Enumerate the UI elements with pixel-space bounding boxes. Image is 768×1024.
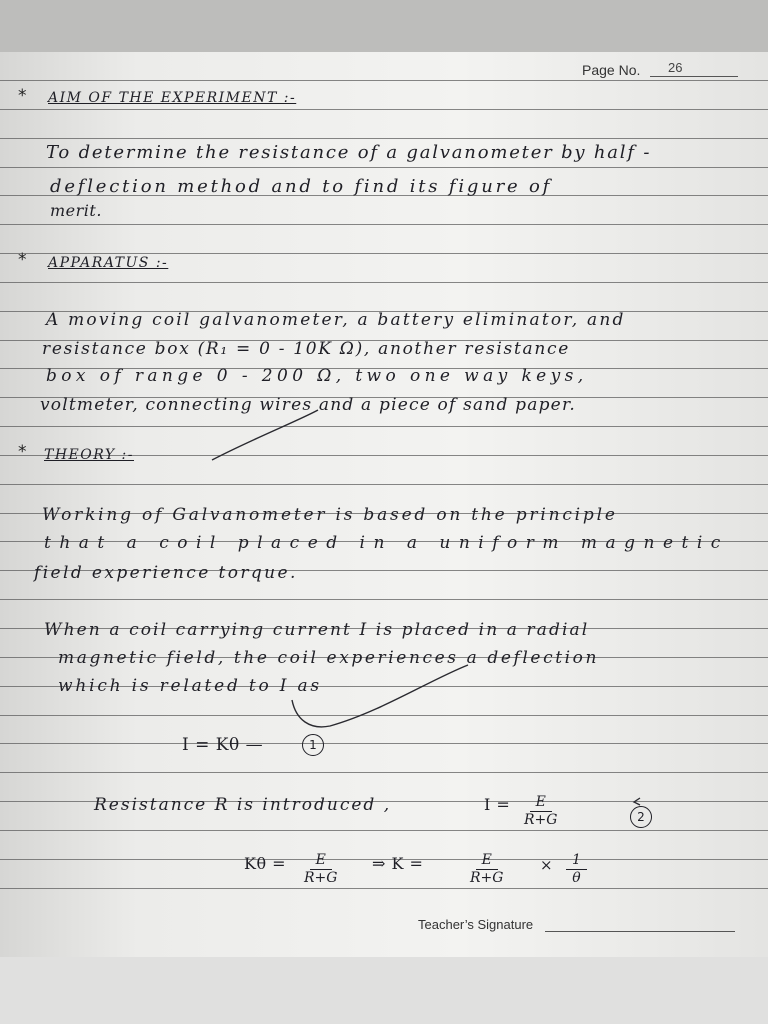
apparatus-line-3: box of range 0 - 200 Ω, two one way keys,	[46, 366, 588, 386]
teacher-signature-line	[545, 931, 735, 932]
apparatus-bullet: *	[18, 250, 27, 270]
equation-3-numerator-3: 1	[566, 852, 587, 870]
equation-3-numerator-2: E	[476, 852, 498, 870]
ruled-line	[0, 772, 768, 773]
ruled-line	[0, 109, 768, 110]
equation-1-number: 1	[302, 734, 324, 756]
ruled-line	[0, 599, 768, 600]
ruled-line	[0, 888, 768, 889]
theory-p1-line-2: that a coil placed in a uniform magnetic	[44, 533, 729, 553]
equation-3-denominator-2: R+G	[470, 870, 504, 886]
apparatus-heading: APPARATUS :-	[48, 255, 169, 271]
equation-3-times: ×	[540, 856, 554, 874]
equation-3-fraction-1	[304, 852, 337, 887]
theory-p2-line-2: magnetic field, the coil experiences a deflection	[58, 648, 600, 668]
theory-heading: THEORY :-	[44, 447, 134, 463]
aim-line-2: deflection method and to find its figure of	[50, 176, 553, 197]
equation-3-fraction-2	[470, 852, 503, 887]
equation-3-denominator-1: R+G	[304, 870, 338, 886]
equation-1: I = Kθ —	[182, 735, 264, 755]
page-bottom-margin	[0, 957, 768, 1024]
equation-3-numerator-1: E	[310, 852, 332, 870]
ruled-line	[0, 426, 768, 427]
apparatus-line-2: resistance box (R₁ = 0 - 10K Ω), another resistance	[42, 339, 570, 359]
equation-3-fraction-3	[566, 852, 587, 887]
equation-2-prefix: Resistance R is introduced ,	[94, 795, 392, 815]
aim-line-3: merit.	[50, 201, 102, 220]
ruled-line	[0, 830, 768, 831]
ruled-line	[0, 80, 768, 81]
theory-p2-line-1: When a coil carrying current I is placed in a radial	[44, 620, 590, 640]
ruled-line	[0, 743, 768, 744]
equation-2-fraction	[524, 794, 557, 829]
page-number-underline	[650, 76, 738, 77]
equation-2-lhs: I =	[484, 795, 511, 814]
theory-p2-line-3: which is related to I as	[58, 676, 322, 696]
equation-3-lhs: Kθ =	[244, 854, 287, 873]
theory-p1-line-3: field experience torque.	[34, 563, 298, 583]
ruled-line	[0, 282, 768, 283]
aim-line-1: To determine the resistance of a galvanometer by half -	[46, 142, 652, 163]
ruled-line	[0, 715, 768, 716]
equation-3-denominator-3: θ	[572, 870, 581, 886]
equation-2-denominator: R+G	[524, 812, 558, 828]
theory-p1-line-1: Working of Galvanometer is based on the principle	[42, 505, 618, 525]
ruled-line	[0, 224, 768, 225]
ruled-line	[0, 484, 768, 485]
aim-heading: AIM OF THE EXPERIMENT :-	[48, 90, 297, 106]
aim-bullet: *	[18, 86, 27, 106]
page-number-value: 26	[668, 60, 683, 75]
ruled-line	[0, 167, 768, 168]
equation-3-implies: ⇒ K =	[372, 854, 424, 873]
equation-2-numerator: E	[530, 794, 552, 812]
page-number-label: Page No.	[582, 62, 641, 78]
apparatus-line-4: voltmeter, connecting wires and a piece of sand paper.	[40, 395, 577, 415]
ruled-line	[0, 138, 768, 139]
theory-bullet: *	[18, 442, 27, 462]
ruled-line	[0, 253, 768, 254]
teacher-signature-label: Teacher’s Signature	[418, 917, 534, 932]
apparatus-line-1: A moving coil galvanometer, a battery eliminator, and	[46, 310, 626, 330]
equation-2-number: 2	[630, 806, 652, 828]
